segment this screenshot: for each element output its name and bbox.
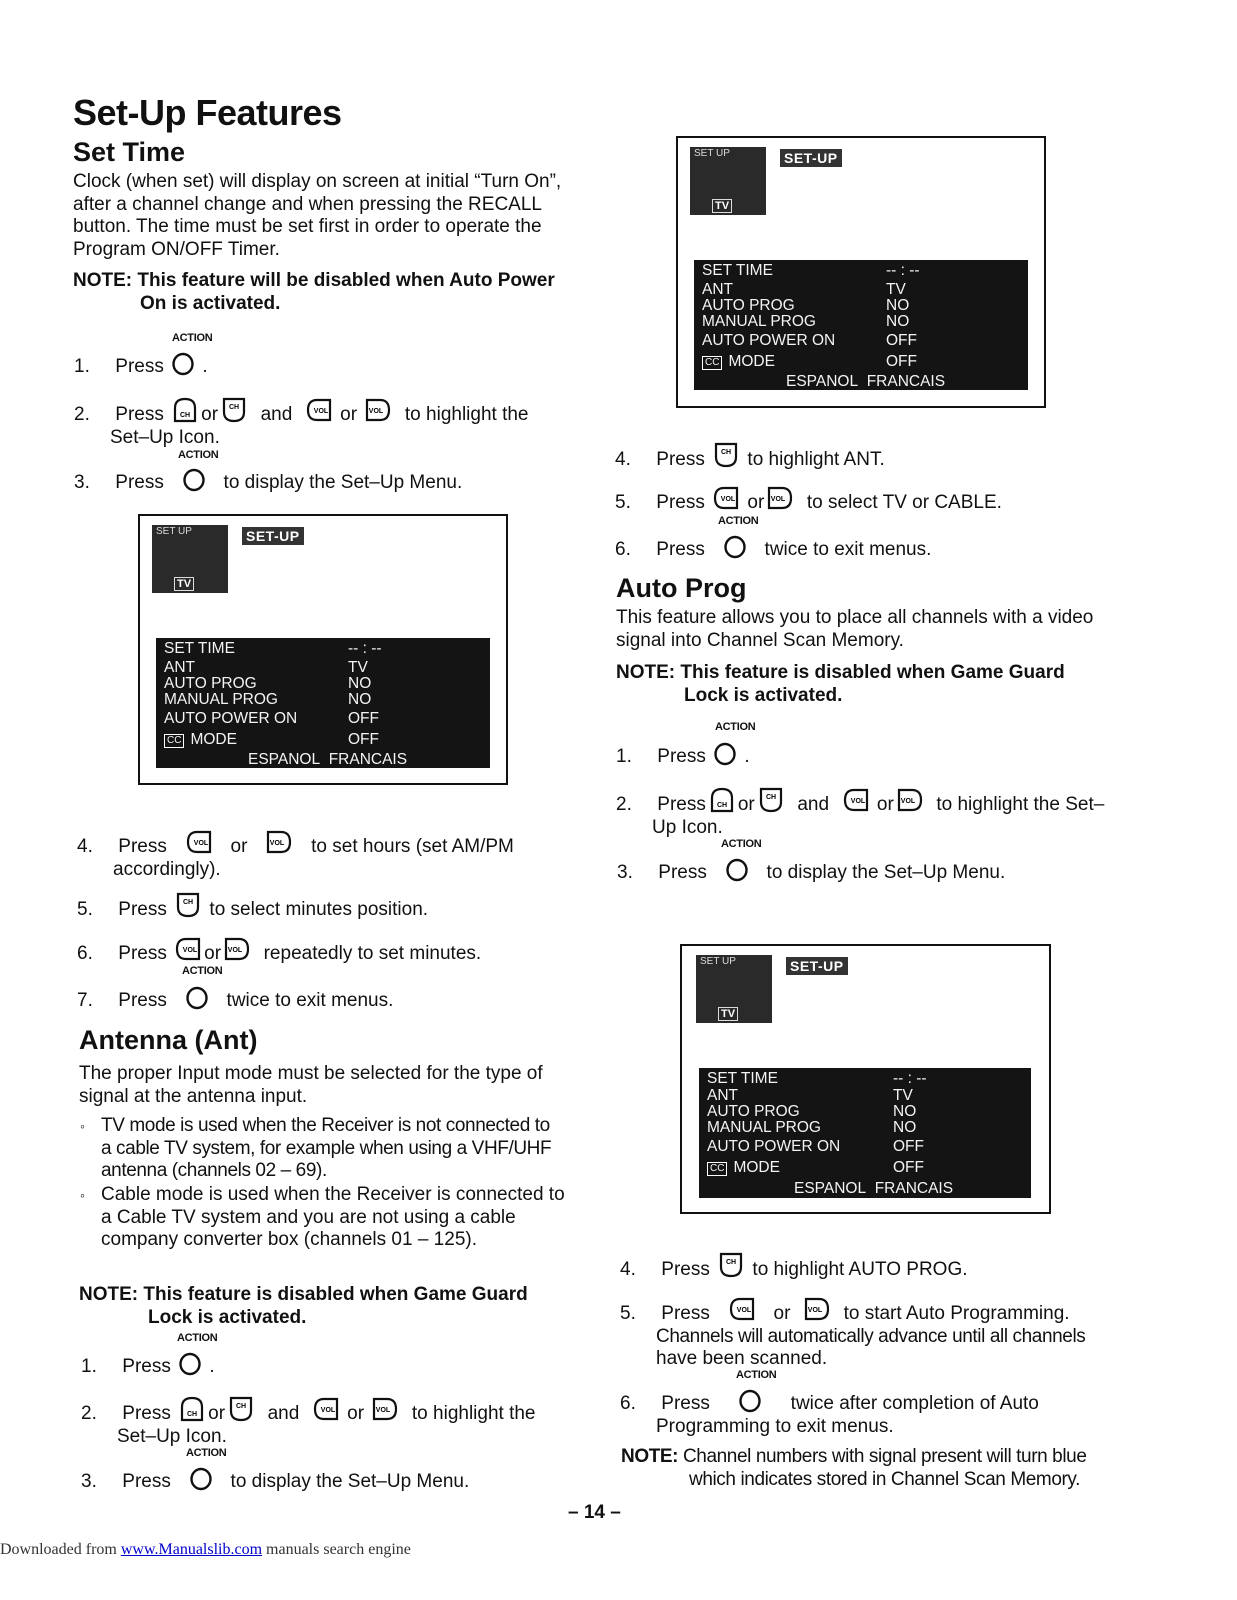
menu-value: NO [893,1119,917,1136]
action-label: ACTION [172,332,213,344]
bullet-line: TV mode is used when the Receiver is not connected to [101,1115,550,1136]
menu-item-manual-prog: MANUAL PROG [707,1119,821,1136]
icon-label: TV [718,1007,738,1021]
menu-item-cc-mode [164,731,237,749]
menu-lang: FRANCAIS [874,1180,954,1197]
auto-prog-step-6 [620,1389,1115,1438]
channel-up-icon [178,1395,206,1423]
action-label: ACTION [178,449,219,461]
menu-value: OFF [893,1138,924,1155]
intro-line: after a channel change and when pressing the RECALL [73,193,542,215]
bullet-line: Cable mode is used when the Receiver is connected to [101,1184,565,1205]
auto-prog-step-2 [616,786,1116,839]
note-line: NOTE: This feature is disabled when Game Guard [79,1284,528,1305]
page-title: Set-Up Features [73,92,342,133]
menu-item-auto-power-on: AUTO POWER ON [707,1138,841,1155]
icon-label: SET UP [694,148,730,159]
step-text: Press [661,1259,710,1280]
step-number: 1. [74,356,90,377]
menu-lang: FRANCAIS [866,373,946,390]
auto-prog-step-3 [617,858,1005,885]
menu-value: OFF [348,731,379,748]
step-text: Up Icon. [652,816,723,838]
icon-label: TV [712,199,732,213]
setup-menu-screen [138,514,508,785]
volume-down-icon [185,828,213,856]
volume-up-icon [265,828,293,856]
action-label: ACTION [186,1447,227,1459]
antenna-bullet-tv [101,1115,551,1183]
step-text: and [797,794,830,815]
auto-prog-step-1 [616,742,750,769]
step-text: twice after completion of Auto [790,1393,1039,1414]
menu-lang: FRANCAIS [328,751,408,768]
menu-value: OFF [348,710,379,727]
set-time-note [73,270,555,315]
step-number: 1. [616,746,632,767]
step-text: Press [115,472,164,493]
channel-down-icon [712,441,740,469]
step-text: or [773,1303,791,1324]
menu-value: OFF [886,353,917,370]
volume-down-icon [842,786,870,814]
step-number: 6. [620,1393,636,1414]
volume-up-icon [896,786,924,814]
step-text: and [267,1403,300,1424]
bullet-line: a cable TV system, for example when using a VHF/UHF [101,1137,552,1159]
menu-value: -- : -- [348,640,382,657]
step-text: or [204,943,222,964]
menu-item-auto-power-on: AUTO POWER ON [164,710,298,727]
step-text: or [737,794,755,815]
step-text: or [340,404,358,425]
step-text: to highlight the Set– [936,794,1105,815]
menu-item-set-time: SET TIME [702,262,773,279]
step-text: . [209,1356,215,1377]
setup-menu-screen [680,944,1051,1214]
step-text: to set hours (set AM/PM [311,836,514,857]
footer-text: Downloaded from [0,1541,121,1558]
channel-down-icon [174,891,202,919]
intro-line: signal at the antenna input. [79,1085,308,1107]
channel-up-icon [171,396,199,424]
menu-value: OFF [893,1159,924,1176]
step-text: accordingly). [113,858,221,880]
menu-value: NO [893,1103,917,1120]
setup-tag: SET-UP [780,149,842,167]
step-text: to highlight AUTO PROG. [752,1259,968,1280]
step-text: Press [661,1303,710,1324]
step-text: or [747,492,765,513]
auto-prog-step-5 [620,1295,1115,1371]
step-text: to start Auto Programming. [843,1303,1070,1324]
step-text: Channels will automatically advance until all channels [656,1325,1086,1347]
auto-prog-heading: Auto Prog [616,573,747,603]
menu-value: NO [886,297,910,314]
menu-item-label: MODE [190,731,237,748]
intro-line: Program ON/OFF Timer. [73,238,280,260]
step-text: Press [661,1393,710,1414]
menu-value: -- : -- [893,1070,927,1087]
icon-label: TV [174,577,194,591]
step-text: to display the Set–Up Menu. [766,862,1006,883]
page-number: – 14 – [568,1502,621,1523]
menu-value: OFF [886,332,917,349]
antenna-step-2 [81,1395,576,1448]
step-text: to select TV or CABLE. [806,492,1002,513]
menu-lang: ESPANOL [786,373,859,390]
menu-value: NO [348,675,372,692]
intro-line: The proper Input mode must be selected for the type of [79,1063,543,1084]
menu-languages [248,751,407,769]
menu-item-ant: ANT [164,659,195,676]
menu-item-manual-prog: MANUAL PROG [702,313,816,330]
step-text: to highlight the [411,1403,536,1424]
channel-down-icon [757,786,785,814]
step-text: or [201,404,219,425]
cc-icon: CC [707,1162,727,1176]
menu-item-manual-prog: MANUAL PROG [164,691,278,708]
menu-lang: ESPANOL [248,751,321,768]
step-text: and [260,404,293,425]
setup-menu [699,1068,1031,1198]
auto-prog-intro [616,607,1093,652]
menu-value: NO [348,691,372,708]
step-text: twice to exit menus. [226,990,394,1011]
menu-value: TV [893,1087,913,1104]
set-time-intro [73,171,561,261]
step-text: to select minutes position. [209,899,429,920]
step-number: 2. [616,794,632,815]
menu-item-cc-mode [702,353,775,371]
manualslib-link[interactable]: www.Manualslib.com [120,1541,263,1558]
step-text: Press [118,899,167,920]
step-text: Set–Up Icon. [110,426,220,448]
step-text: Press [657,794,706,815]
step-text: Press [118,943,167,964]
step-text: Press [656,492,705,513]
step-number: 3. [81,1471,97,1492]
set-time-step-1 [74,352,208,379]
step-text: . [202,356,208,377]
note-prefix: NOTE: [621,1446,679,1467]
bullet-line: antenna (channels 02 – 69). [101,1160,327,1181]
bullet-line: a Cable TV system and you are not using a cable [101,1206,516,1228]
setup-tag: SET-UP [242,527,304,545]
set-time-step-6 [77,935,481,966]
setup-menu [156,638,490,768]
step-text: to highlight ANT. [747,449,885,470]
menu-item-label: MODE [733,1159,780,1176]
auto-prog-step-4 [620,1251,968,1282]
antenna-heading: Antenna (Ant) [79,1025,258,1055]
step-text: Press [657,746,706,767]
note-line: Lock is activated. [148,1306,307,1328]
icon-label: SET UP [700,956,736,967]
set-time-step-5 [77,891,428,922]
menu-languages [786,373,945,391]
antenna-bullet-cable [101,1184,565,1252]
menu-item-auto-prog: AUTO PROG [164,675,257,692]
step-number: 1. [81,1356,97,1377]
note-text: Channel numbers with signal present will turn blue [678,1446,1087,1467]
action-label: ACTION [177,1332,218,1344]
step-text: to highlight the [404,404,529,425]
setup-tv-icon [152,525,228,593]
set-time-step-7 [77,986,393,1013]
action-button-icon [182,468,206,492]
volume-up-icon [364,396,392,424]
action-label: ACTION [718,515,759,527]
channel-down-icon [717,1251,745,1279]
volume-up-icon [371,1395,399,1423]
menu-lang: ESPANOL [794,1180,867,1197]
step-text: Press [115,356,164,377]
action-button-icon [723,535,747,559]
menu-item-cc-mode [707,1159,780,1177]
set-time-step-2 [74,396,569,449]
note-line: NOTE: This feature will be disabled when Auto Power [73,270,555,291]
action-button-icon [171,352,195,376]
bullet-line: company converter box (channels 01 – 125). [101,1229,477,1250]
action-label: ACTION [736,1369,777,1381]
intro-line: Clock (when set) will display on screen at initial “Turn On”, [73,171,562,192]
step-text: Press [122,1356,171,1377]
intro-line: This feature allows you to place all channels with a video [616,607,1094,628]
note-line: NOTE: This feature is disabled when Game Guard [616,662,1065,683]
step-text: . [744,746,750,767]
menu-value: TV [886,281,906,298]
menu-value: TV [348,659,368,676]
step-text: Press [118,836,167,857]
antenna-note [79,1284,528,1329]
action-button-icon [738,1389,762,1413]
step-number: 5. [77,899,93,920]
ant-step-6 [615,535,931,562]
step-number: 5. [620,1303,636,1324]
action-label: ACTION [715,721,756,733]
step-number: 2. [74,404,90,425]
step-text: repeatedly to set minutes. [263,943,482,964]
menu-value: NO [886,313,910,330]
action-button-icon [713,742,737,766]
channel-up-icon [708,786,736,814]
step-text: Press [115,404,164,425]
note-line: Lock is activated. [684,684,843,706]
step-text: Press [656,449,705,470]
volume-up-icon [766,484,794,512]
step-text: Press [122,1403,171,1424]
volume-down-icon [312,1395,340,1423]
step-number: 6. [615,539,631,560]
channel-down-icon [220,396,248,424]
channel-down-icon [227,1395,255,1423]
volume-up-icon [223,935,251,963]
step-text: or [347,1403,365,1424]
menu-languages [794,1180,953,1198]
menu-item-set-time: SET TIME [707,1070,778,1087]
ant-step-5 [615,484,1002,515]
step-text: Press [122,1471,171,1492]
action-label: ACTION [182,965,223,977]
setup-menu [694,260,1028,390]
footer-text: manuals search engine [262,1541,411,1558]
ant-step-4 [615,441,885,472]
step-text: Programming to exit menus. [656,1415,894,1437]
action-button-icon [725,858,749,882]
volume-down-icon [712,484,740,512]
antenna-step-1 [81,1352,215,1379]
volume-down-icon [728,1295,756,1323]
step-number: 7. [77,990,93,1011]
cc-icon: CC [164,734,184,748]
step-number: 5. [615,492,631,513]
menu-item-ant: ANT [707,1087,738,1104]
volume-down-icon [305,396,333,424]
menu-item-auto-prog: AUTO PROG [707,1103,800,1120]
intro-line: signal into Channel Scan Memory. [616,629,904,651]
step-number: 4. [77,836,93,857]
action-label: ACTION [721,838,762,850]
step-text: Press [658,862,707,883]
bullet-icon: ◦ [80,1187,85,1203]
step-number: 6. [77,943,93,964]
auto-prog-final-note [621,1446,1087,1491]
action-button-icon [189,1467,213,1491]
menu-item-set-time: SET TIME [164,640,235,657]
setup-tv-icon [696,955,772,1023]
menu-value: -- : -- [886,262,920,279]
step-text: to display the Set–Up Menu. [223,472,463,493]
step-number: 4. [620,1259,636,1280]
menu-item-auto-prog: AUTO PROG [702,297,795,314]
menu-item-ant: ANT [702,281,733,298]
cc-icon: CC [702,356,722,370]
volume-up-icon [803,1295,831,1323]
action-button-icon [185,986,209,1010]
setup-menu-screen [676,136,1046,408]
download-footer [0,1541,411,1559]
step-text: twice to exit menus. [764,539,932,560]
bullet-icon: ◦ [80,1118,85,1134]
setup-tag: SET-UP [786,957,848,975]
step-number: 3. [74,472,90,493]
icon-label: SET UP [156,526,192,537]
step-text: or [876,794,894,815]
step-text: Press [656,539,705,560]
step-number: 3. [617,862,633,883]
step-text: or [208,1403,226,1424]
step-text: or [230,836,248,857]
set-time-heading: Set Time [73,137,186,167]
menu-item-auto-power-on: AUTO POWER ON [702,332,836,349]
note-line: which indicates stored in Channel Scan Memory. [689,1468,1081,1490]
step-text: to display the Set–Up Menu. [230,1471,470,1492]
intro-line: button. The time must be set first in order to operate the [73,216,542,237]
step-number: 4. [615,449,631,470]
step-text: Set–Up Icon. [117,1425,227,1447]
volume-down-icon [174,935,202,963]
set-time-step-3 [74,468,462,495]
auto-prog-note [616,662,1065,707]
step-number: 2. [81,1403,97,1424]
step-text: have been scanned. [656,1348,828,1369]
set-time-step-4 [77,828,572,881]
note-line: On is activated. [140,292,281,314]
antenna-step-3 [81,1467,469,1494]
action-button-icon [178,1352,202,1376]
step-text: Press [118,990,167,1011]
note-line [621,1446,1087,1469]
setup-tv-icon [690,147,766,215]
antenna-intro [79,1063,543,1108]
menu-item-label: MODE [728,353,775,370]
